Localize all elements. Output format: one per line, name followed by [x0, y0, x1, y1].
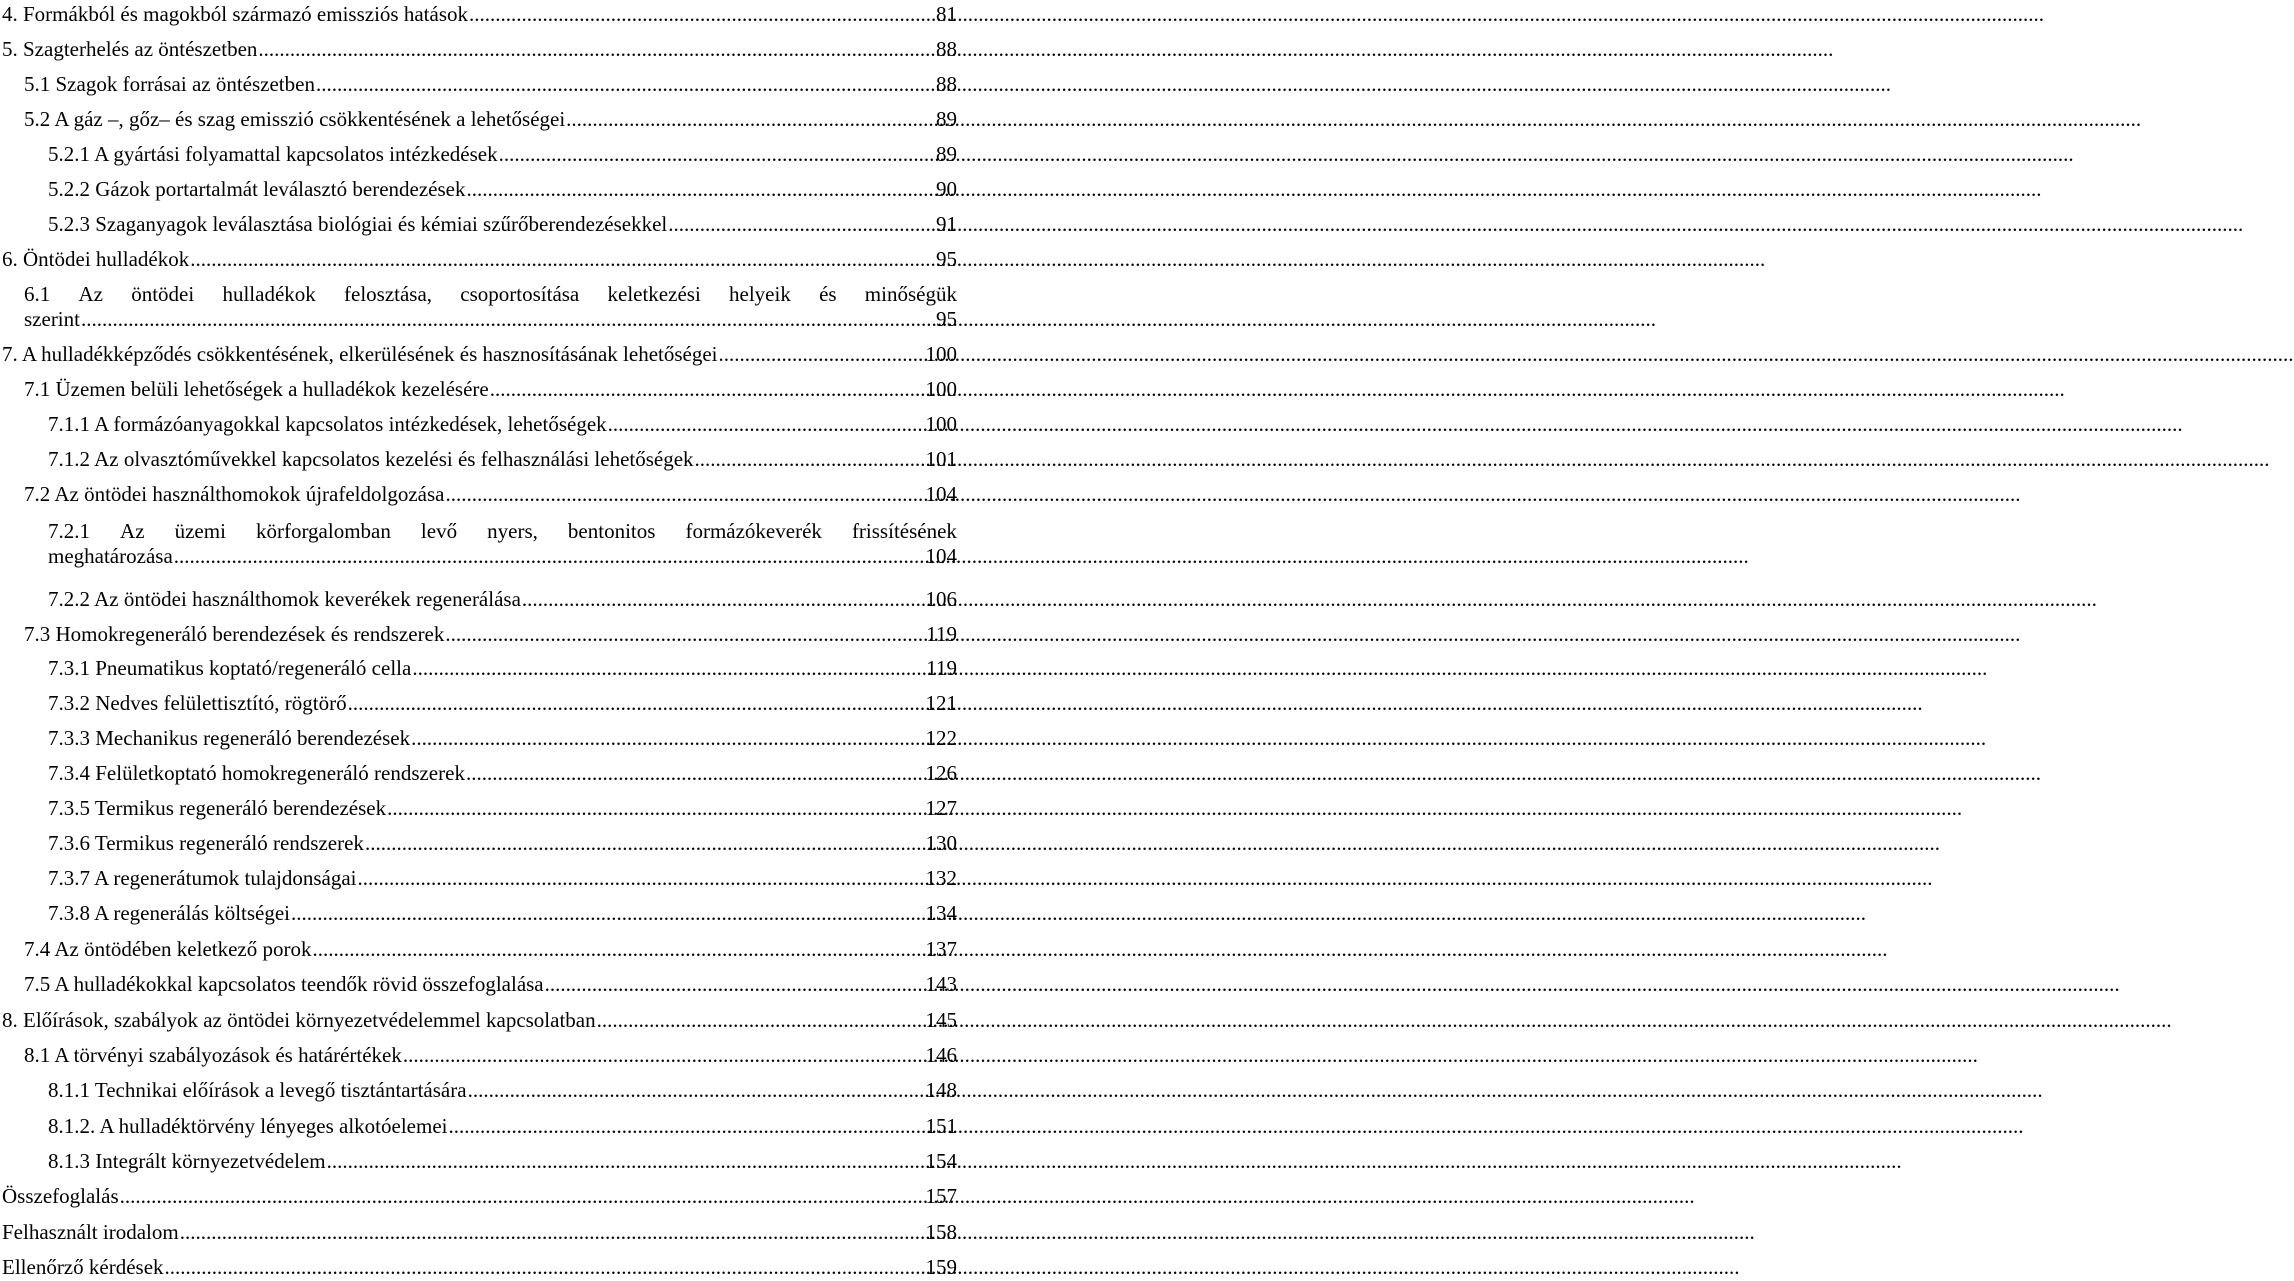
toc-entry[interactable] [24, 1043, 957, 1068]
toc-leader-dots [190, 247, 935, 272]
toc-entry-title-continuation: szerint [24, 307, 80, 331]
toc-entry[interactable] [2, 37, 957, 62]
toc-entry[interactable] [24, 377, 957, 402]
toc-leader-dots [469, 2, 935, 27]
toc-entry[interactable] [48, 796, 957, 821]
toc-entry-title: Felhasznált irodalom [2, 1220, 179, 1244]
toc-entry-title-justified: 6.1 Az öntödei hulladékok felosztása, csoportosítása keletkezési helyeik és minőségük [24, 282, 957, 306]
toc-entry-page: 127 [925, 796, 957, 820]
toc-entry-title: 8.1.2. A hulladéktörvény lényeges alkotóelemei [48, 1114, 448, 1138]
toc-entry-title: 6. Öntödei hulladékok [2, 247, 190, 271]
toc-leader-dots [719, 342, 925, 367]
toc-entry-page: 119 [926, 656, 957, 680]
toc-entry-title: 7.3 Homokregeneráló berendezések és rendszerek [24, 622, 445, 646]
toc-entry[interactable] [48, 412, 957, 437]
toc-entry[interactable] [48, 901, 957, 926]
toc-entry[interactable] [24, 107, 957, 132]
toc-leader-dots [120, 1184, 925, 1209]
toc-entry-page: 134 [925, 901, 957, 925]
toc-leader-dots [490, 377, 925, 402]
toc-leader-dots [258, 37, 935, 62]
toc-entry-title: 7.5 A hulladékokkal kapcsolatos teendők rövid összefoglalása [24, 972, 544, 996]
toc-entry-title: Összefoglalás [2, 1184, 119, 1208]
toc-leader-dots [695, 447, 925, 472]
toc-entry-page: 90 [936, 177, 957, 201]
toc-entry[interactable] [48, 212, 957, 237]
toc-leader-dots [411, 726, 924, 751]
toc-leader-dots [387, 796, 924, 821]
toc-entry-title: 5.2.3 Szaganyagok leválasztása biológiai és kémiai szűrőberendezésekkel [48, 212, 668, 236]
toc-entry[interactable] [48, 177, 957, 202]
toc-entry[interactable] [24, 622, 957, 647]
toc-leader-dots [522, 587, 925, 612]
toc-entry-title: 8.1.3 Integrált környezetvédelem [48, 1149, 326, 1173]
toc-entry-title: 7.1.2 Az olvasztóművekkel kapcsolatos kezelési és felhasználási lehetőségek [48, 447, 694, 471]
toc-entry-page: 121 [925, 691, 957, 715]
toc-leader-dots [448, 1114, 924, 1139]
toc-entry-title: 7.1 Üzemen belüli lehetőségek a hulladékok kezelésére [24, 377, 489, 401]
toc-leader-dots [466, 177, 935, 202]
toc-entry[interactable] [48, 866, 957, 891]
toc-leader-dots [445, 482, 924, 507]
toc-entry-page: 126 [925, 761, 957, 785]
toc-entry-title: 4. Formákból és magokból származó emissziós hatások [2, 2, 468, 26]
toc-entry-page: 130 [925, 831, 957, 855]
toc-entry-title: 8. Előírások, szabályok az öntödei környezetvédelemmel kapcsolatban [2, 1008, 596, 1032]
toc-leader-dots [165, 1255, 925, 1280]
toc-entry-title: 8.1.1 Technikai előírások a levegő tisztántartására [48, 1078, 467, 1102]
toc-leader-dots [445, 622, 925, 647]
toc-leader-dots [412, 656, 925, 681]
toc-entry[interactable] [2, 1255, 957, 1280]
toc-leader-dots [545, 972, 925, 997]
toc-entry-title: 5.2.1 A gyártási folyamattal kapcsolatos intézkedések [48, 142, 498, 166]
toc-entry-page: 157 [925, 1184, 957, 1208]
toc-entry-multiline[interactable] [24, 282, 957, 332]
toc-entry-title: 7.3.3 Mechanikus regeneráló berendezések [48, 726, 411, 750]
toc-leader-dots [365, 831, 925, 856]
toc-leader-dots [291, 901, 924, 926]
toc-entry-page: 106 [925, 587, 957, 611]
toc-entry-page: 104 [925, 482, 957, 506]
toc-entry-page: 81 [936, 2, 957, 26]
toc-entry[interactable] [48, 691, 957, 716]
toc-entry-page: 146 [925, 1043, 957, 1067]
toc-entry-title: 7.3.1 Pneumatikus koptató/regeneráló cella [48, 656, 412, 680]
toc-entry-title: 7.4 Az öntödében keletkező porok [24, 937, 312, 961]
toc-entry-title: Ellenőrző kérdések [2, 1255, 164, 1279]
toc-entry-title: 7.2 Az öntödei használthomokok újrafeldolgozása [24, 482, 445, 506]
toc-entry[interactable] [24, 482, 957, 507]
toc-entry-page: 104 [925, 544, 957, 568]
toc-entry-title: 7.3.6 Termikus regeneráló rendszerek [48, 831, 364, 855]
toc-entry-page: 91 [936, 212, 957, 236]
toc-entry-page: 145 [925, 1008, 957, 1032]
toc-leader-dots [313, 937, 925, 962]
toc-entry-title: 5.2.2 Gázok portartalmát leválasztó berendezések [48, 177, 466, 201]
toc-entry[interactable] [48, 142, 957, 167]
toc-entry-page: 95 [936, 307, 957, 331]
toc-entry-title: 7.3.2 Nedves felülettisztító, rögtörő [48, 691, 347, 715]
toc-leader-dots [348, 691, 925, 716]
toc-entry[interactable] [24, 72, 957, 97]
toc-entry[interactable] [2, 247, 957, 272]
toc-entry-title: 7.3.4 Felületkoptató homokregeneráló rendszerek [48, 761, 465, 785]
toc-entry[interactable] [24, 937, 957, 962]
toc-entry-page: 148 [925, 1078, 957, 1102]
toc-leader-dots [403, 1043, 925, 1068]
toc-entry-title: 7.3.5 Termikus regeneráló berendezések [48, 796, 387, 820]
toc-entry[interactable] [2, 1220, 957, 1245]
toc-leader-dots [566, 107, 935, 132]
toc-leader-dots [174, 544, 925, 569]
toc-entry[interactable] [2, 342, 957, 367]
toc-entry-page: 95 [936, 247, 957, 271]
toc-entry-title: 5.1 Szagok forrásai az öntészetben [24, 72, 315, 96]
toc-entry[interactable] [48, 656, 957, 681]
toc-entry-page: 88 [936, 72, 957, 96]
toc-leader-dots [499, 142, 935, 167]
toc-leader-dots [358, 866, 925, 891]
toc-entry[interactable] [48, 761, 957, 786]
toc-entry-title: 7.2.2 Az öntödei használthomok keverékek regenerálása [48, 587, 521, 611]
toc-entry-page: 151 [925, 1114, 957, 1138]
toc-leader-dots [316, 72, 935, 97]
toc-entry-page: 100 [925, 412, 957, 436]
toc-entry[interactable] [48, 1078, 957, 1103]
toc-entry-page: 88 [936, 37, 957, 61]
toc-entry-title-justified: 7.2.1 Az üzemi körforgalomban levő nyers, bentonitos formázókeverék frissítésének [48, 519, 957, 543]
toc-entry-title: 7.1.1 A formázóanyagokkal kapcsolatos intézkedések, lehetőségek [48, 412, 607, 436]
toc-entry[interactable] [2, 1184, 957, 1209]
toc-leader-dots [466, 761, 925, 786]
toc-entry[interactable] [48, 1149, 957, 1174]
toc-leader-dots [327, 1149, 925, 1174]
toc-entry[interactable] [48, 726, 957, 751]
toc-entry-title: 7.3.7 A regenerátumok tulajdonságai [48, 866, 357, 890]
toc-entry-page: 89 [936, 142, 957, 166]
toc-entry[interactable] [48, 831, 957, 856]
toc-leader-dots [608, 412, 925, 437]
toc-entry-title: 5. Szagterhelés az öntészetben [2, 37, 258, 61]
toc-entry-page: 119 [926, 622, 957, 646]
toc-leader-dots [81, 307, 935, 332]
toc-entry-page: 89 [936, 107, 957, 131]
toc-entry-page: 100 [925, 377, 957, 401]
toc-entry-page: 159 [925, 1255, 957, 1279]
toc-entry-page: 100 [925, 342, 957, 366]
toc-entry-page: 122 [925, 726, 957, 750]
toc-entry-page: 137 [925, 937, 957, 961]
toc-entry-page: 132 [925, 866, 957, 890]
toc-entry[interactable] [24, 972, 957, 997]
toc-entry-page: 101 [925, 447, 957, 471]
toc-entry-title: 7. A hulladékképződés csökkentésének, elkerülésének és hasznosításának lehetőségei [2, 342, 718, 366]
toc-entry-page: 143 [925, 972, 957, 996]
toc-entry-title-continuation: meghatározása [48, 544, 173, 568]
toc-entry[interactable] [48, 447, 957, 472]
toc-entry-title: 7.3.8 A regenerálás költségei [48, 901, 291, 925]
toc-entry[interactable] [48, 1114, 957, 1139]
toc-leader-dots [468, 1078, 925, 1103]
toc-leader-dots [597, 1008, 925, 1033]
toc-entry-title: 5.2 A gáz –, gőz– és szag emisszió csökkentésének a lehetőségei [24, 107, 566, 131]
toc-entry-title: 8.1 A törvényi szabályozások és határértékek [24, 1043, 402, 1067]
toc-entry-page: 154 [925, 1149, 957, 1173]
toc-entry[interactable] [48, 587, 957, 612]
toc-entry[interactable] [2, 2, 957, 27]
toc-entry-multiline[interactable] [48, 519, 957, 569]
toc-entry-page: 158 [925, 1220, 957, 1244]
toc-leader-dots [180, 1220, 925, 1245]
toc-leader-dots [668, 212, 935, 237]
toc-entry[interactable] [2, 1008, 957, 1033]
